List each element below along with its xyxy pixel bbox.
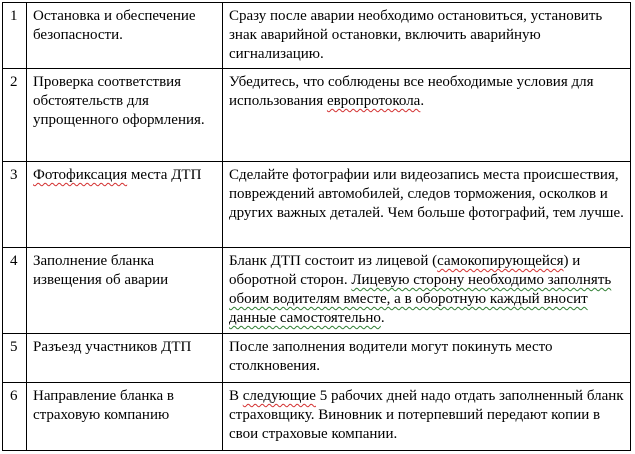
step-description-text: Бланк ДТП состоит из лицевой ( — [229, 253, 438, 269]
row-number: 3 — [3, 162, 27, 248]
step-description-text: ) и оборотной сторон. — [229, 253, 581, 288]
steps-table — [2, 2, 631, 451]
spellcheck-flagged-word[interactable]: Фотофиксация — [33, 167, 128, 183]
step-description-text: В — [229, 388, 243, 404]
step-description — [223, 162, 631, 248]
step-description-text: После заполнения водители могут покинуть место столкновения. — [229, 339, 553, 374]
spellcheck-flagged-word[interactable]: самокопирующейся — [437, 253, 564, 269]
step-title — [27, 69, 223, 162]
step-title-text: Направление бланка в страховую компанию — [33, 388, 174, 423]
spellcheck-flagged-word[interactable]: следующие — [242, 388, 316, 404]
step-description-text: Убедитесь, что соблюдены все необходимые условия для использования — [229, 74, 594, 109]
step-description-text: Сразу после аварии необходимо остановиться, установить знак аварийной остановки, включить аварийную сигнализацию. — [229, 8, 603, 62]
grammar-flagged-sentence[interactable]: Лицевую сторону необходимо заполнять обоим водителям вместе, а в оборотную каждый вносит данные самостоятельно — [229, 272, 612, 326]
row-number: 2 — [3, 69, 27, 162]
table-row — [3, 69, 631, 162]
step-description-text: . — [380, 310, 385, 326]
table-row — [3, 248, 631, 334]
row-number: 1 — [3, 3, 27, 69]
step-description-text: . — [420, 93, 425, 109]
step-description — [223, 334, 631, 383]
step-title-text: Остановка и обеспечение безопасности. — [33, 8, 196, 43]
step-title — [27, 334, 223, 383]
step-title-text: места ДТП — [127, 167, 202, 183]
table-row — [3, 334, 631, 383]
row-number: 5 — [3, 334, 27, 383]
step-description-text: 5 рабочих дней надо отдать заполненный бланк страховщику. Виновник и потерпевший передают копии в свои страховые компании. — [229, 388, 624, 442]
step-description — [223, 383, 631, 451]
step-description — [223, 3, 631, 69]
row-number: 4 — [3, 248, 27, 334]
step-title — [27, 3, 223, 69]
step-title-text: Проверка соответствия обстоятельств для упрощенного оформления. — [33, 74, 205, 128]
step-description-text: Сделайте фотографии или видеозапись места происшествия, повреждений автомобилей, следов торможения, осколков и других важных деталей. Чем больше фотографий, тем лучше. — [229, 167, 624, 221]
step-description — [223, 69, 631, 162]
spellcheck-flagged-word[interactable]: европротокола — [326, 93, 421, 109]
table-row — [3, 3, 631, 69]
table-row — [3, 162, 631, 248]
row-number: 6 — [3, 383, 27, 451]
step-description — [223, 248, 631, 334]
step-title-text: Заполнение бланка извещения об аварии — [33, 253, 169, 288]
step-title-text: Разъезд участников ДТП — [33, 339, 192, 355]
table-row — [3, 383, 631, 451]
step-title — [27, 383, 223, 451]
step-title — [27, 248, 223, 334]
step-title — [27, 162, 223, 248]
